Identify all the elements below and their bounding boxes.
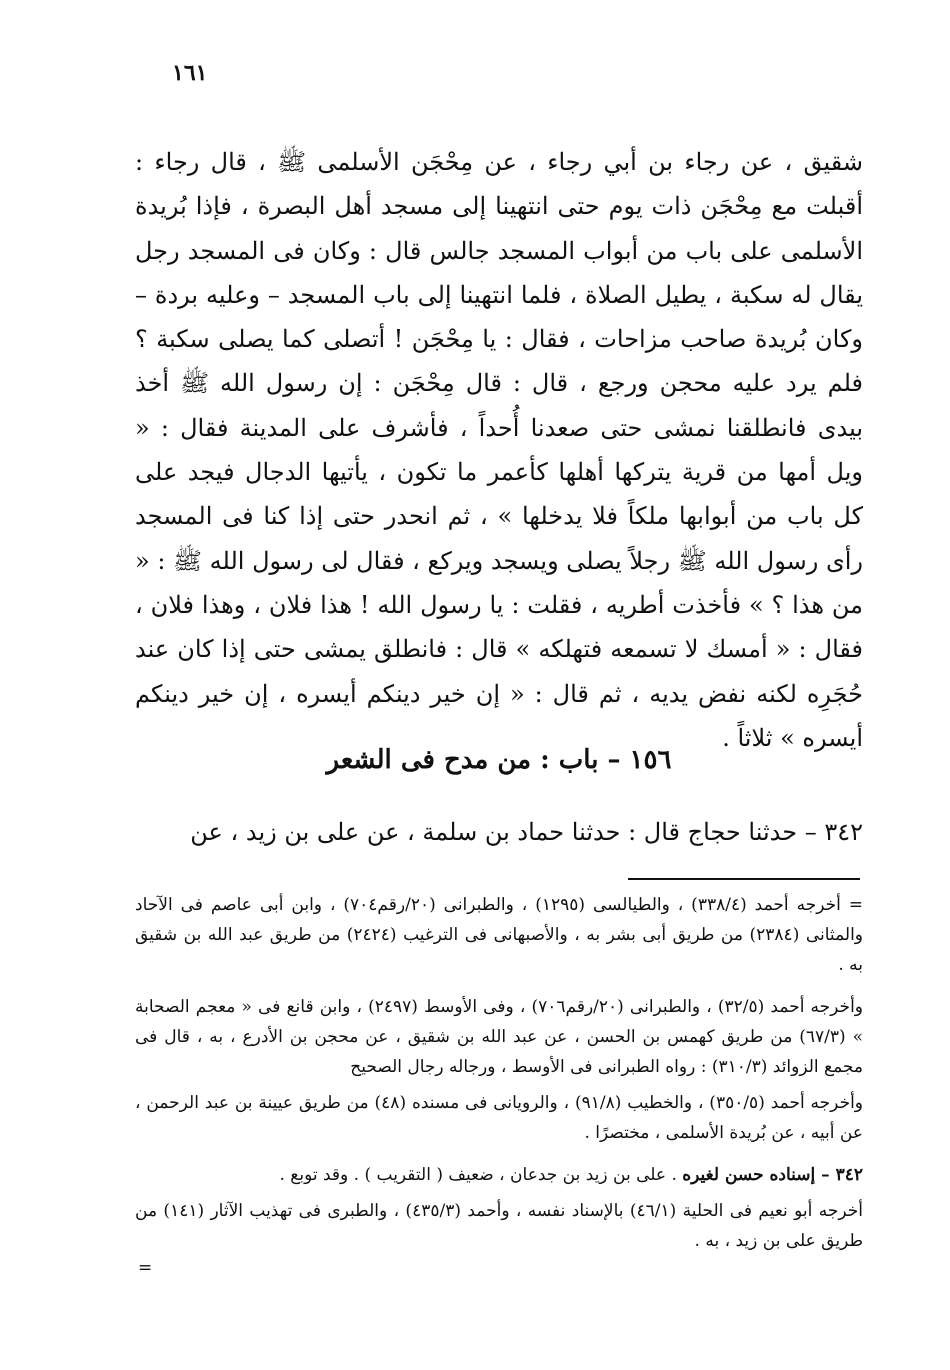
page-number: ١٦١ [172, 60, 208, 86]
footnote-abu-nuaym: أخرجه أبو نعيم فى الحلية (٤٦/١) بالإسناد نفسه ، وأحمد (٤٣٥/٣) ، والطبرى فى تهذيب الآثار (١٤١) من طريق على بن زيد ، به . [135, 1201, 863, 1251]
main-text: شقيق ، عن رجاء بن أبي رجاء ، عن مِحْجَن الأسلمى ﷺ ، قال رجاء : أقبلت مع مِحْجَن ذات يوم حتى انتهينا إلى مسجد أهل البصرة ، فإذا بُريدة الأسلمى على باب من أبواب المسجد جالس قال : وكان فى المسجد رجل يقال له سكبة ، يطيل الصلاة ، فلما انتهينا إلى باب المسجد – وعليه بردة – وكان بُريدة صاحب مزاحات ، فقال : يا مِحْجَن ! أتصلى كما يصلى سكبة ؟ فلم يرد عليه محجن ورجع ، قال : قال مِحْجَن : إن رسول الله ﷺ أخذ بيدى فانطلقنا نمشى حتى صعدنا أُحداً ، فأشرف على المدينة فقال : « ويل أمها من قرية يتركها أهلها كأعمر ما تكون ، يأتيها الدجال فيجد على كل باب من أبوابها ملكاً فلا يدخلها » ، ثم انحدر حتى إذا كنا فى المسجد رأى رسول الله ﷺ رجلاً يصلى ويسجد ويركع ، فقال لى رسول الله ﷺ : « من هذا ؟ » فأخذت أطريه ، فقلت : يا رسول الله ! هذا فلان ، وهذا فلان ، فقال : « أمسك لا تسمعه فتهلكه » قال : فانطلق يمشى حتى إذا كان عند حُجَرِه لكنه نفض يديه ، ثم قال : « إن خير دينكم أيسره ، إن خير دينكم أيسره » ثلاثاً . [135, 148, 864, 752]
chapter-heading: ١٥٦ – باب : من مدح فى الشعر [326, 745, 672, 775]
footnote-342-grading [135, 1160, 863, 1190]
continuation-mark: = [138, 1258, 153, 1278]
hadith-342-start: ٣٤٢ – حدثنا حجاج قال : حدثنا حماد بن سلمة ، عن على بن زيد ، عن [190, 818, 863, 846]
footnote-ahmad-khatib: وأخرجه أحمد (٣٥٠/٥) ، والخطيب (٩١/٨) ، والرويانى فى مسنده (٤٨) من طريق عيينة بن عبد الرحمن ، عن أبيه ، عن بُريدة الأسلمى ، مختصرًا . [135, 1093, 864, 1143]
footnote-342-label: ٣٤٢ – إسناده حسن لغيره [682, 1165, 863, 1185]
footnote-342-text: . على بن زيد بن جدعان ، ضعيف ( التقريب ) . وقد توبع . [279, 1165, 683, 1185]
footnote-separator [628, 878, 860, 880]
footnote-ahmad-tabarani: وأخرجه أحمد (٣٢/٥) ، والطبرانى (٢٠/رقم٧٠٦) ، وفى الأوسط (٢٤٩٧) ، وابن قانع فى « معجم الصحابة » (٦٧/٣) من طريق كهمس بن الحسن ، عن عبد الله بن شقيق ، عن محجن بن الأدرع ، به ، قال فى مجمع الزوائد (٣١٠/٣) : رواه الطبرانى فى الأوسط ، ورجاله رجال الصحيح [135, 997, 864, 1077]
footnotes [135, 890, 863, 1268]
footnote-continued: = أخرجه أحمد (٣٣٨/٤) ، والطيالسى (١٢٩٥) ، والطبرانى (٢٠/رقم٧٠٤) ، وابن أبى عاصم فى الآحاد والمثانى (٢٣٨٤) من طريق أبى بشر به ، والأصبهانى فى الترغيب (٢٤٢٤) من طريق عبد الله بن شقيق به . [135, 895, 864, 975]
